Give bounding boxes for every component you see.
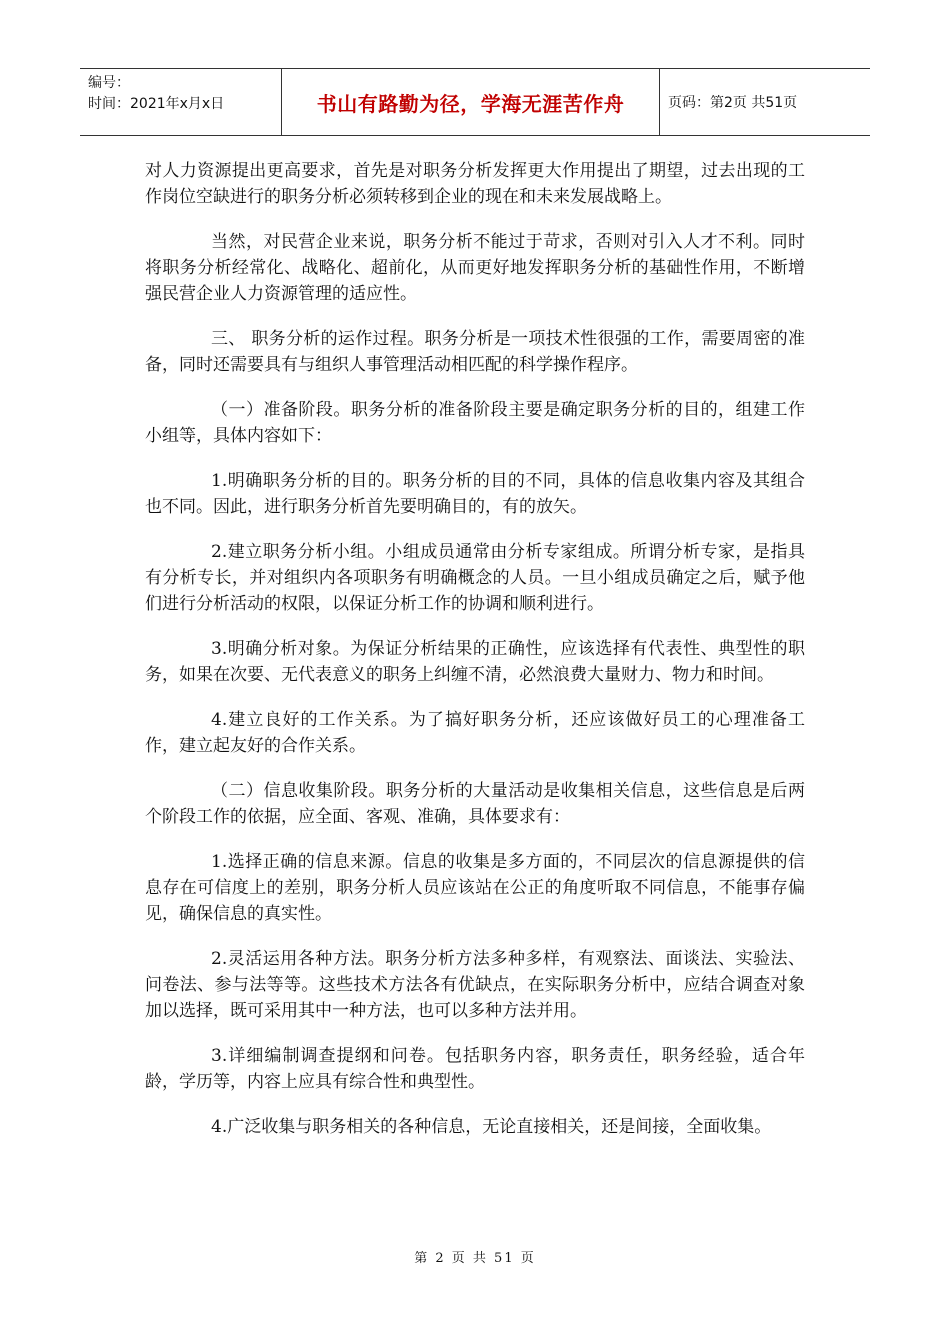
body-paragraph: 4.广泛收集与职务相关的各种信息，无论直接相关，还是间接，全面收集。 — [211, 1117, 772, 1137]
body-paragraph: 2.灵活运用各种方法。职务分析方法多种多样，有观察法、面谈法、实验法、问卷法、参与法等等。这些技术方法各有优缺点，在实际职务分析中，应结合调查对象加以选择，既可采用其中一种方法，也可以多种方法并用。 — [145, 949, 805, 1021]
page-header — [80, 68, 870, 136]
body-paragraph: （一）准备阶段。职务分析的准备阶段主要是确定职务分析的目的，组建工作小组等，具体内容如下： — [145, 400, 805, 446]
header-page-info: 页码：第2页 共51页 — [668, 95, 798, 111]
body-paragraph: 2.建立职务分析小组。小组成员通常由分析专家组成。所谓分析专家，是指具有分析专长，并对组织内各项职务有明确概念的人员。一旦小组成员确定之后，赋予他们进行分析活动的权限，以保证分析工作的协调和顺利进行。 — [145, 542, 805, 614]
body-paragraph: 3.明确分析对象。为保证分析结果的正确性，应该选择有代表性、典型性的职务，如果在次要、无代表意义的职务上纠缠不清，必然浪费大量财力、物力和时间。 — [145, 639, 805, 685]
page-footer: 第 2 页 共 51 页 — [414, 1251, 536, 1266]
header-motto: 书山有路勤为径，学海无涯苦作舟 — [282, 69, 660, 135]
body-paragraph: （二）信息收集阶段。职务分析的大量活动是收集相关信息，这些信息是后两个阶段工作的依据，应全面、客观、准确，具体要求有： — [145, 781, 805, 827]
document-number-label: 编号： — [88, 75, 130, 91]
body-paragraph: 3.详细编制调查提纲和问卷。包括职务内容，职务责任，职务经验，适合年龄，学历等，内容上应具有综合性和典型性。 — [145, 1046, 805, 1092]
body-paragraph: 三、 职务分析的运作过程。职务分析是一项技术性很强的工作，需要周密的准备，同时还需要具有与组织人事管理活动相匹配的科学操作程序。 — [145, 329, 805, 375]
body-paragraph: 1.明确职务分析的目的。职务分析的目的不同，具体的信息收集内容及其组合也不同。因此，进行职务分析首先要明确目的，有的放矢。 — [145, 471, 805, 517]
body-paragraph: 1.选择正确的信息来源。信息的收集是多方面的，不同层次的信息源提供的信息存在可信度上的差别，职务分析人员应该站在公正的角度听取不同信息，不能事存偏见，确保信息的真实性。 — [145, 852, 805, 924]
header-meta — [80, 69, 282, 135]
document-body — [145, 158, 805, 1159]
body-paragraph: 4.建立良好的工作关系。为了搞好职务分析，还应该做好员工的心理准备工作，建立起友好的合作关系。 — [145, 710, 805, 756]
document-date: 时间：2021年x月x日 — [88, 96, 225, 112]
body-paragraph: 当然，对民营企业来说，职务分析不能过于苛求，否则对引入人才不利。同时将职务分析经常化、战略化、超前化，从而更好地发挥职务分析的基础性作用，不断增强民营企业人力资源管理的适应性。 — [145, 232, 805, 304]
body-paragraph: 对人力资源提出更高要求，首先是对职务分析发挥更大作用提出了期望，过去出现的工作岗位空缺进行的职务分析必须转移到企业的现在和未来发展战略上。 — [145, 161, 805, 207]
